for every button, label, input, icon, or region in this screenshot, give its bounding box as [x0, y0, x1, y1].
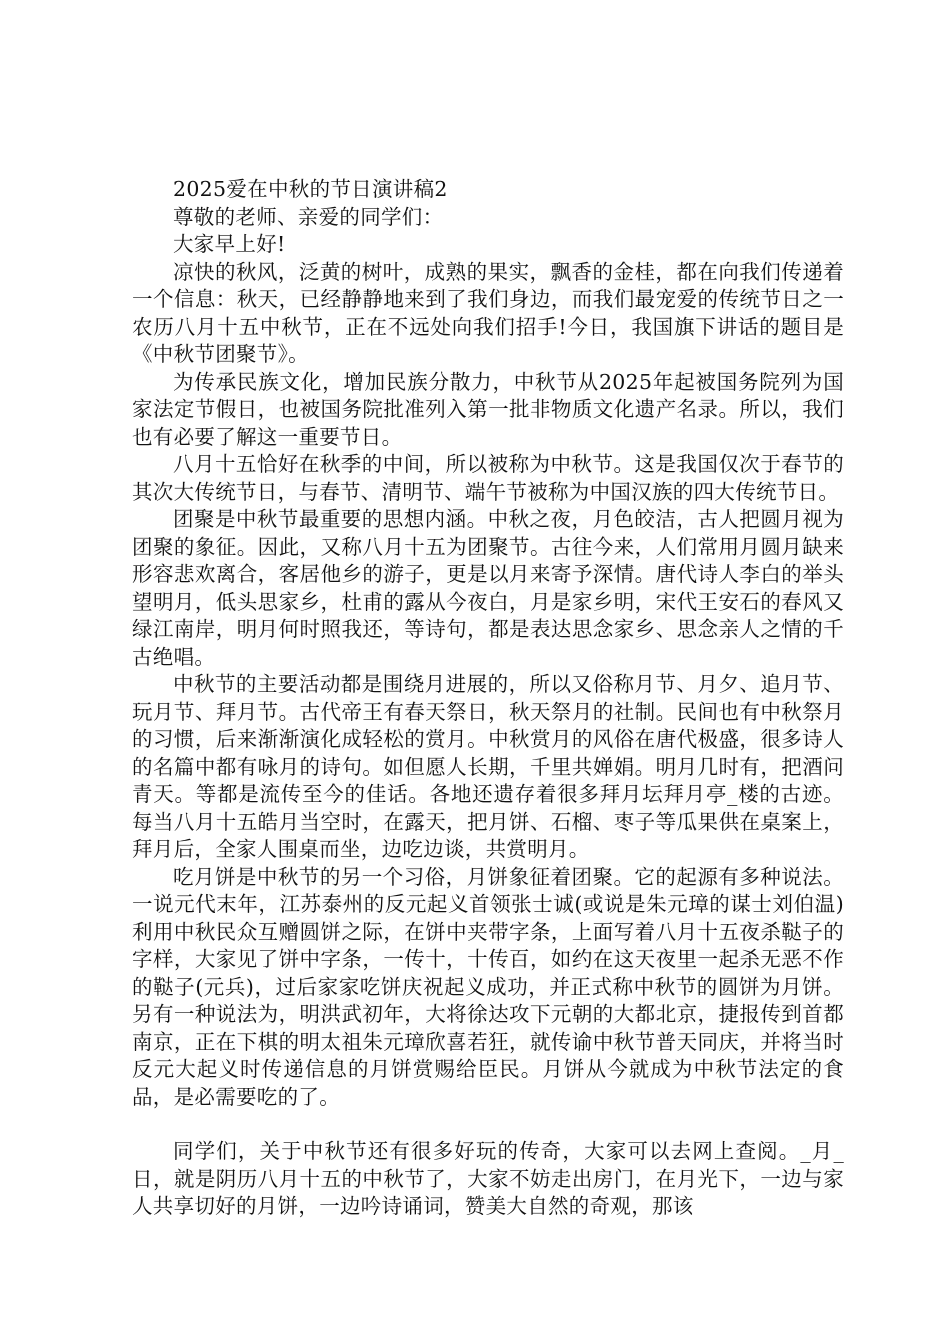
paragraph-autumn: 凉快的秋风，泛黄的树叶，成熟的果实，飘香的金桂，都在向我们传递着一个信息：秋天，已经静静地来到了我们身边，而我们最宠爱的传统节日之一农历八月十五中秋节，正在不远处向我们招手!今日，我国旗下讲话的题目是《中秋节团聚节》。	[132, 259, 844, 366]
salutation: 尊敬的老师、亲爱的同学们：	[173, 204, 444, 229]
paragraph-mooncake: 吃月饼是中秋节的另一个习俗，月饼象征着团聚。它的起源有多种说法。一说元代末年，江苏泰州的反元起义首领张士诚(或说是朱元璋的谋士刘伯温)利用中秋民众互赠圆饼之际，在饼中夹带字条，上面写着八月十五夜杀鞑子的字样，大家见了饼中字条，一传十，十传百，如约在这天夜里一起杀无恶不作的鞑子(元兵)，过后家家吃饼庆祝起义成功，并正式称中秋节的圆饼为月饼。另有一种说法为，明洪武初年，大将徐达攻下元朝的大都北京，捷报传到首都南京，正在下棋的明太祖朱元璋欣喜若狂，就传谕中秋节普天同庆，并将当时反元大起义时传递信息的月饼赏赐给臣民。月饼从今就成为中秋节法定的食品，是必需要吃的了。	[132, 864, 844, 1109]
paragraph-closing: 同学们，关于中秋节还有很多好玩的传奇，大家可以去网上查阅。_月_日，就是阴历八月十五的中秋节了，大家不妨走出房门，在月光下，一边与家人共享切好的月饼，一边吟诗诵词，赞美大自然的奇观，那该	[132, 1139, 844, 1218]
paragraph-name-origin: 八月十五恰好在秋季的中间，所以被称为中秋节。这是我国仅次于春节的其次大传统节日，与春节、清明节、端午节被称为中国汉族的四大传统节日。	[132, 452, 844, 504]
paragraph-heritage: 为传承民族文化，增加民族分散力，中秋节从2025年起被国务院列为国家法定节假日，也被国务院批准列入第一批非物质文化遗产名录。所以，我们也有必要了解这一重要节日。	[132, 369, 844, 449]
speech-title: 2025爱在中秋的节日演讲稿2	[173, 177, 448, 201]
paragraph-reunion: 团聚是中秋节最重要的思想内涵。中秋之夜，月色皎洁，古人把圆月视为团聚的象征。因此，又称八月十五为团聚节。古往今来，人们常用月圆月缺来形容悲欢离合，客居他乡的游子，更是以月来寄予深情。唐代诗人李白的举头望明月，低头思家乡，杜甫的露从今夜白，月是家乡明，宋代王安石的春风又绿江南岸，明月何时照我还，等诗句，都是表达思念家乡、思念亲人之情的千古绝唱。	[132, 507, 844, 669]
paragraph-moon-activities: 中秋节的主要活动都是围绕月进展的，所以又俗称月节、月夕、追月节、玩月节、拜月节。古代帝王有春天祭日，秋天祭月的社制。民间也有中秋祭月的习惯，后来渐渐演化成轻松的赏月。中秋赏月的风俗在唐代极盛，很多诗人的名篇中都有咏月的诗句。如但愿人长期，千里共婵娟。明月几时有，把酒问青天。等都是流传至今的佳话。各地还遗存着很多拜月坛拜月亭_楼的古迹。每当八月十五皓月当空时，在露天，把月饼、石榴、枣子等瓜果供在桌案上，拜月后，全家人围桌而坐，边吃边谈，共赏明月。	[132, 672, 844, 861]
paragraph-spacer	[132, 1111, 844, 1138]
greeting: 大家早上好!	[173, 232, 286, 256]
speech-body	[132, 176, 844, 1221]
